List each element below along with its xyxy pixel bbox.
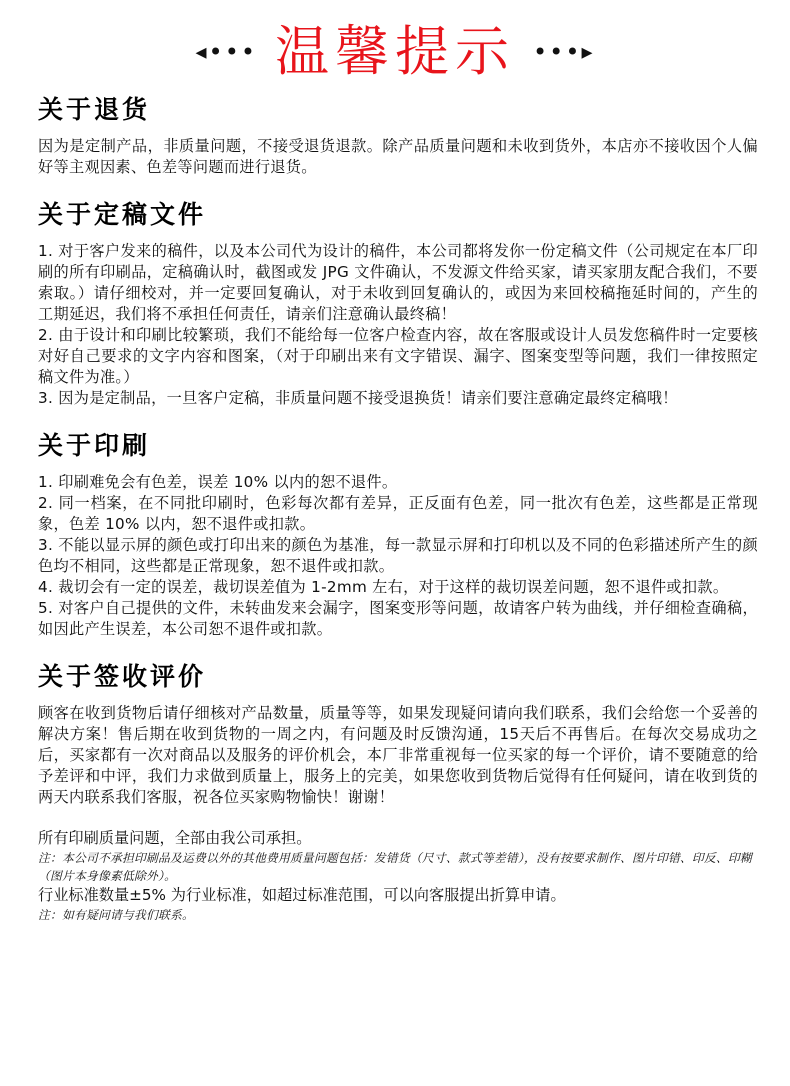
section-paragraph: 因为是定制产品，非质量问题，不接受退货退款。除产品质量问题和未收到货外，本店亦不接收因个人偏好等主观因素、色差等问题而进行退货。 bbox=[38, 137, 758, 176]
section-paragraph: 2. 由于设计和印刷比较繁琐，我们不能给每一位客户检查内容，故在客服或设计人员发您稿件时一定要核对好自己要求的文字内容和图案，（对于印刷出来有文字错误、漏字、图案变型等问题，我们一律按照定稿文件为准。） bbox=[38, 326, 758, 386]
left-decoration bbox=[195, 38, 257, 66]
contact-note: 注：如有疑问请与我们联系。 bbox=[38, 908, 194, 922]
section-paragraph: 5. 对客户自己提供的文件，未转曲发来会漏字，图案变形等问题，故请客户转为曲线，并仔细检查确稿，如因此产生误差，本公司恕不退件或扣款。 bbox=[38, 599, 758, 638]
industry-standard-text: 行业标准数量±5% 为行业标准，如超过标准范围，可以向客服提出折算申请。 bbox=[38, 886, 566, 904]
section-heading: 关于印刷 bbox=[38, 431, 151, 460]
quality-note: 注：本公司不承担印刷品及运费以外的其他费用质量问题包括：发错货（尺寸、款式等差错），没有按要求制作、图片印错、印反、印糊（图片本身像素低除外）。 bbox=[38, 851, 752, 883]
right-decoration bbox=[533, 38, 595, 66]
section-paragraph: 3. 因为是定制品，一旦客户定稿，非质量问题不接受退换货！请亲们要注意确定最终定稿哦！ bbox=[38, 389, 678, 407]
section-heading: 关于退货 bbox=[38, 95, 151, 124]
section-paragraph: 3. 不能以显示屏的颜色或打印出来的颜色为基准，每一款显示屏和打印机以及不同的色彩描述所产生的颜色均不相同，这些都是正常现象，恕不退件或扣款。 bbox=[38, 536, 758, 575]
section-receipt-review bbox=[38, 659, 758, 808]
notice-content bbox=[38, 92, 758, 924]
section-printing bbox=[38, 428, 758, 640]
page-title: 温馨提示 bbox=[275, 20, 515, 83]
section-paragraph: 2. 同一档案，在不同批印刷时，色彩每次都有差异，正反面有色差，同一批次有色差，这些都是正常现象，色差 10% 以内，恕不退件或扣款。 bbox=[38, 494, 758, 533]
right-dots-icon: ••• bbox=[533, 38, 582, 66]
left-dots-icon: ••• bbox=[208, 38, 257, 66]
footer-notes bbox=[38, 828, 758, 924]
page-header bbox=[0, 12, 790, 92]
section-returns bbox=[38, 92, 758, 178]
section-paragraph: 顾客在收到货物后请仔细核对产品数量，质量等等，如果发现疑问请向我们联系，我们会给您一个妥善的解决方案！售后期在收到货物的一周之内，有问题及时反馈沟通，15天后不再售后。在每次交易成功之后，买家都有一次对商品以及服务的评价机会，本厂非常重视每一位买家的每一个评价，请不要随意的给予差评和中评，我们力求做到质量上，服务上的完美，如果您收到货物后觉得有任何疑问，请在收到货的两天内联系我们客服，祝各位买家购物愉快！谢谢！ bbox=[38, 704, 758, 806]
section-heading: 关于定稿文件 bbox=[38, 200, 207, 229]
right-arrow-icon: ▸ bbox=[581, 39, 595, 65]
section-heading: 关于签收评价 bbox=[38, 662, 207, 691]
section-paragraph: 1. 对于客户发来的稿件，以及本公司代为设计的稿件，本公司都将发你一份定稿文件（公司规定在本厂印刷的所有印刷品，定稿确认时，截图或发 JPG 文件确认，不发源文件给买家，请买家朋友配合我们，不要索取。）请仔细校对，并一定要回复确认，对于未收到回复确认的，或因为来回校稿拖延时间的，产生的工期延迟，我们将不承担任何责任，请亲们注意确认最终稿！ bbox=[38, 242, 758, 323]
section-paragraph: 1. 印刷难免会有色差，误差 10% 以内的恕不退件。 bbox=[38, 473, 398, 491]
section-paragraph: 4. 裁切会有一定的误差，裁切误差值为 1-2mm 左右，对于这样的裁切误差问题，恕不退件或扣款。 bbox=[38, 578, 729, 596]
section-final-draft bbox=[38, 197, 758, 409]
left-arrow-icon: ◂ bbox=[195, 39, 209, 65]
quality-responsibility-text: 所有印刷质量问题，全部由我公司承担。 bbox=[38, 829, 312, 847]
